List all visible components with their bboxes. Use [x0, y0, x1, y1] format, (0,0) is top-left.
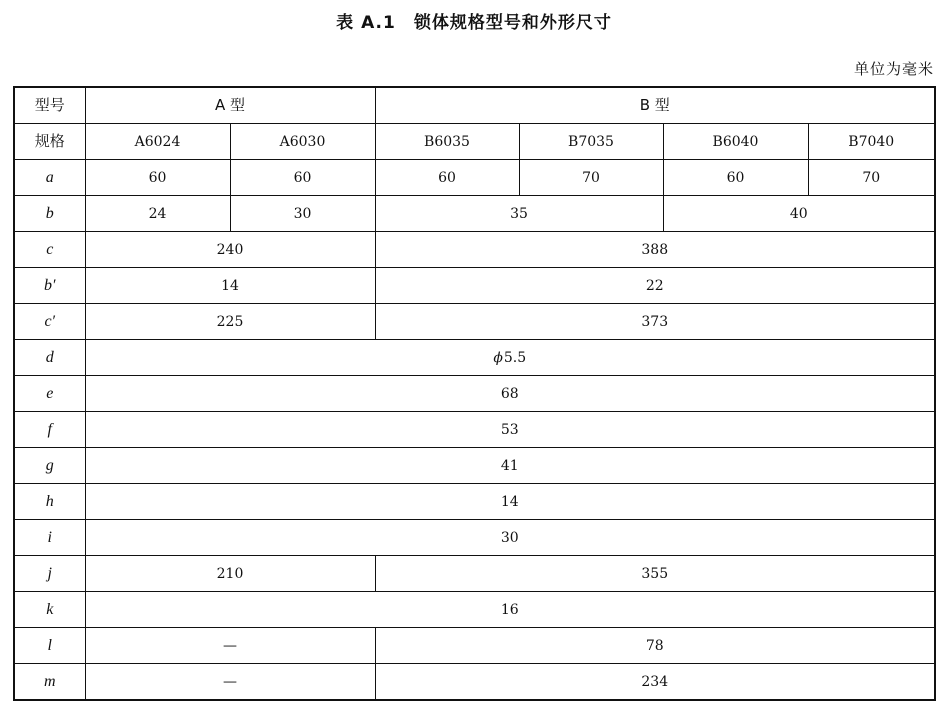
table-caption: 锁体规格型号和外形尺寸	[413, 13, 612, 33]
table-row-i	[14, 520, 935, 556]
value-cell: —	[85, 664, 375, 701]
table-row-l	[14, 628, 935, 664]
value-cell: —	[85, 628, 375, 664]
row-label: f	[14, 412, 85, 448]
spec-cell: A6024	[85, 124, 230, 160]
value-cell: 22	[375, 268, 935, 304]
spec-table	[13, 86, 936, 701]
row-label: c′	[14, 304, 85, 340]
value-cell: 355	[375, 556, 935, 592]
table-row-a	[14, 160, 935, 196]
table-row-c	[14, 232, 935, 268]
spec-label: 规格	[14, 124, 85, 160]
row-label: h	[14, 484, 85, 520]
table-row-b	[14, 196, 935, 232]
value-cell: 373	[375, 304, 935, 340]
value-cell: 53	[85, 412, 935, 448]
table-row-c-prime	[14, 304, 935, 340]
table-row-k	[14, 592, 935, 628]
diameter-value: 5.5	[503, 349, 527, 366]
row-label: e	[14, 376, 85, 412]
value-cell: 70	[519, 160, 663, 196]
value-cell: 225	[85, 304, 375, 340]
table-row-g	[14, 448, 935, 484]
value-cell: 24	[85, 196, 230, 232]
row-label: j	[14, 556, 85, 592]
unit-note: 单位为毫米	[853, 60, 934, 78]
spec-cell: B6040	[663, 124, 808, 160]
table-row-h	[14, 484, 935, 520]
table-row-b-prime	[14, 268, 935, 304]
type-label: 型号	[14, 87, 85, 124]
value-cell: 68	[85, 376, 935, 412]
spec-cell: A6030	[230, 124, 375, 160]
value-cell: 78	[375, 628, 935, 664]
value-cell: 240	[85, 232, 375, 268]
spec-cell: B7035	[519, 124, 663, 160]
row-label: b′	[14, 268, 85, 304]
value-cell: 210	[85, 556, 375, 592]
table-row-j	[14, 556, 935, 592]
table-row-m	[14, 664, 935, 701]
table-title	[0, 8, 948, 33]
value-cell: 30	[230, 196, 375, 232]
value-cell: 60	[663, 160, 808, 196]
value-cell: 14	[85, 484, 935, 520]
spec-cell: B7040	[808, 124, 935, 160]
table-row-type	[14, 87, 935, 124]
table-row-spec	[14, 124, 935, 160]
type-a-header: A 型	[85, 87, 375, 124]
row-label: g	[14, 448, 85, 484]
value-cell: 234	[375, 664, 935, 701]
value-cell: 30	[85, 520, 935, 556]
value-cell: 35	[375, 196, 663, 232]
row-label: b	[14, 196, 85, 232]
row-label: l	[14, 628, 85, 664]
value-cell: 70	[808, 160, 935, 196]
row-label: k	[14, 592, 85, 628]
table-number: 表 A.1	[336, 13, 396, 33]
value-cell: 40	[663, 196, 935, 232]
value-cell: 14	[85, 268, 375, 304]
value-cell: 41	[85, 448, 935, 484]
value-cell: 388	[375, 232, 935, 268]
type-b-header: B 型	[375, 87, 935, 124]
diameter-symbol: ϕ	[493, 349, 503, 366]
row-label: a	[14, 160, 85, 196]
value-cell: 16	[85, 592, 935, 628]
spec-cell: B6035	[375, 124, 519, 160]
row-label: d	[14, 340, 85, 376]
value-cell: 60	[375, 160, 519, 196]
table-row-d	[14, 340, 935, 376]
row-label: m	[14, 664, 85, 701]
value-cell	[85, 340, 935, 376]
value-cell: 60	[85, 160, 230, 196]
table-row-f	[14, 412, 935, 448]
row-label: c	[14, 232, 85, 268]
table-row-e	[14, 376, 935, 412]
row-label: i	[14, 520, 85, 556]
value-cell: 60	[230, 160, 375, 196]
